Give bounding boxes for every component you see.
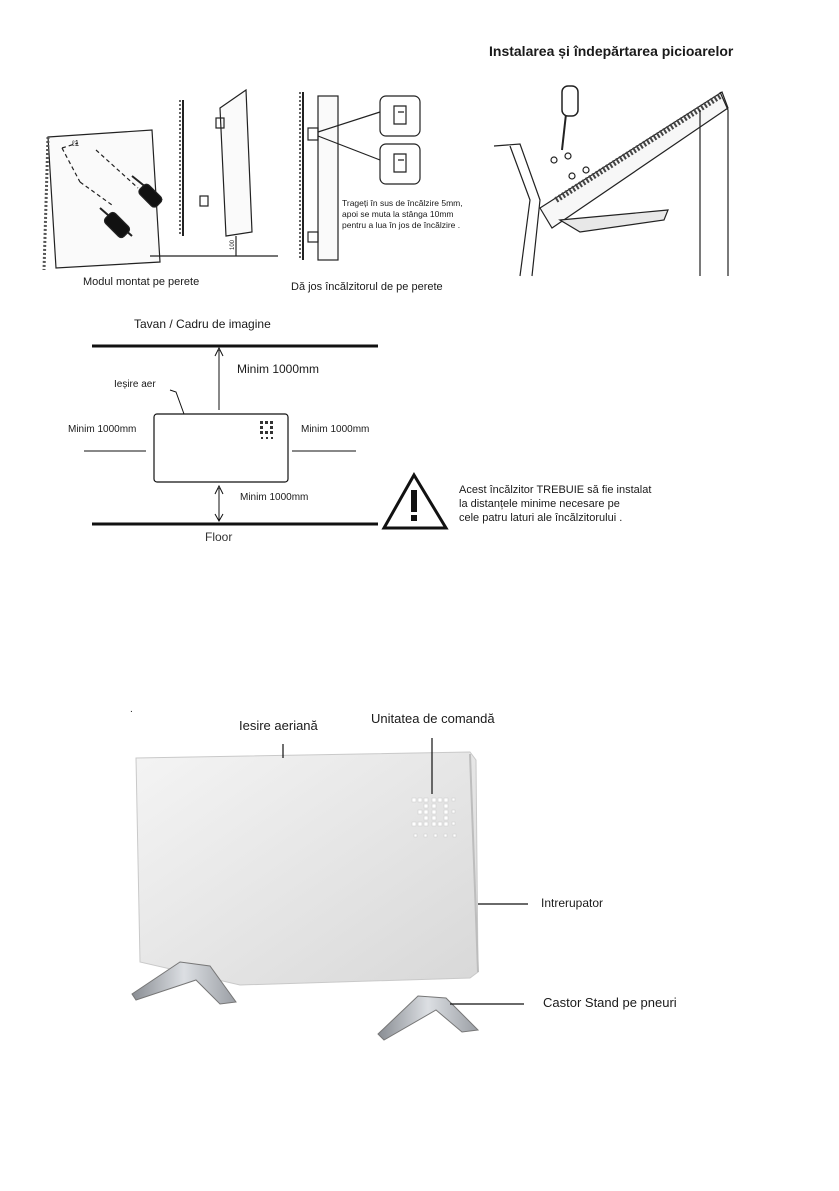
right-min-label: Minim 1000mm [301,424,370,435]
left-min-label: Minim 1000mm [68,424,137,435]
heater-outline [154,414,288,482]
legs-figure [494,86,728,276]
air-outlet-callout: Iesire aeriană [239,718,318,733]
floor-label: Floor [205,530,233,544]
svg-text:100: 100 [230,239,236,250]
side-view-mounted [150,90,278,256]
heater-product [132,738,528,1040]
lift-instruction: Trageți în sus de încălzire 5mm, apoi se muta la stânga 10mm pentru a lua în jos de încălzire . [342,198,463,230]
remove-caption: Dă jos încălzitorul de pe perete [291,281,443,293]
switch-callout: Intrerupator [541,896,604,910]
air-outlet-label: Ieșire aer [114,379,156,390]
warning-text: Acest încălzitor TREBUIE să fie instalat la distanțele minime necesare pe cele patru laturi ale încălzitorului . [459,484,652,524]
legs-title: Instalarea și îndepărtarea picioarelor [489,43,734,59]
glass-panel [136,752,478,985]
stray-dot: . [130,704,133,715]
svg-text:ℓ1: ℓ1 [72,139,80,148]
right-leg [378,996,478,1040]
control-unit-callout: Unitatea de comandă [371,711,495,726]
warning-icon [384,475,446,528]
wall-mount-caption: Modul montat pe perete [83,276,200,288]
top-min-label: Minim 1000mm [237,362,320,376]
stand-callout: Castor Stand pe pneuri [543,995,677,1010]
wall-mount-figure [44,130,163,270]
removal-figure [300,92,420,260]
bottom-min-label: Minim 1000mm [240,492,309,503]
ceiling-label: Tavan / Cadru de imagine [134,317,271,331]
